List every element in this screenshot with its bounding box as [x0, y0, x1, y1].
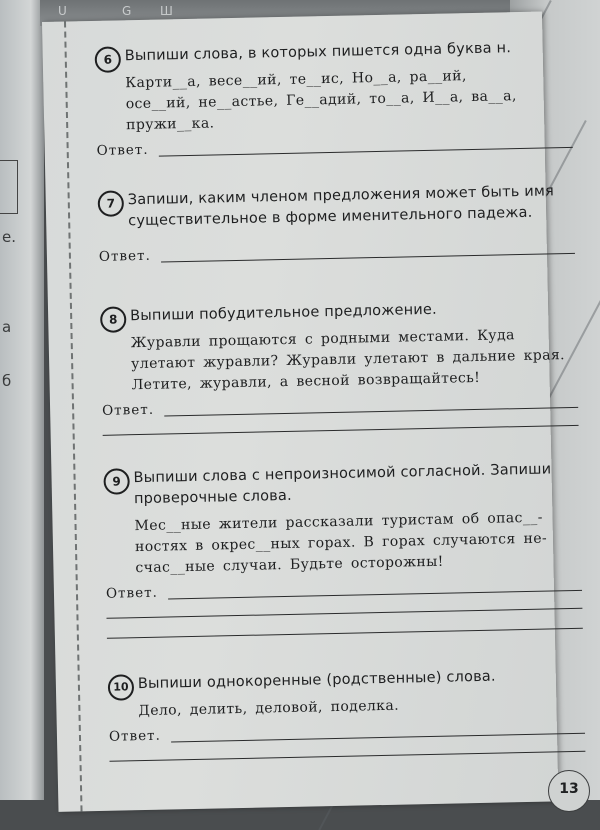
- answer-label: Ответ.: [98, 247, 151, 265]
- task-number-badge: 8: [100, 306, 127, 333]
- left-page-fragment: е.: [2, 228, 16, 246]
- task-7: [98, 181, 575, 267]
- task-title: Запиши, каким членом предложения может быть имя существительное в форме именительного падежа.: [127, 183, 555, 230]
- text-line: Летите, журавли, а весной возвращайтесь!: [131, 369, 481, 394]
- task-text: [131, 324, 578, 396]
- text-line: ностях в окрес__ных горах. В горах случаются не-: [134, 530, 548, 556]
- task-number-badge: 7: [98, 190, 125, 217]
- answer-label: Ответ.: [108, 727, 162, 745]
- text-line: Мес__ные жители рассказали туристам об опас__-: [134, 509, 543, 535]
- task-title: Выпиши побудительное предложение.: [130, 301, 438, 325]
- task-6: [95, 37, 573, 161]
- answer-row: [97, 131, 573, 161]
- task-text: [125, 64, 572, 136]
- text-line: Журавли прощаются с родными местами. Куда: [130, 327, 515, 352]
- left-page-edge: [0, 0, 44, 800]
- text-line: Дело, делить, деловой, поделка.: [138, 697, 400, 720]
- text-line: счас__ные случаи. Будьте осторожны!: [135, 553, 444, 577]
- task-text: [134, 507, 581, 579]
- text-line: Карти__а, весе__ий, те__ис, Но__а, ра__ий,: [125, 68, 467, 92]
- key-letter: G: [122, 4, 132, 18]
- key-letter: Ш: [160, 4, 173, 18]
- task-8: [100, 297, 579, 441]
- task-10: [108, 665, 586, 767]
- left-page-fragment: б: [2, 372, 12, 390]
- workbook-page: [42, 12, 566, 812]
- left-page-fragment: а: [2, 318, 12, 336]
- task-title: Выпиши однокоренные (родственные) слова.: [137, 668, 496, 693]
- task-title: Выпиши слова с непроизносимой согласной. Запиши проверочные слова.: [133, 461, 552, 508]
- answer-line[interactable]: [161, 253, 575, 263]
- task-title: Выпиши слова, в которых пишется одна буква н.: [124, 40, 512, 65]
- task-number-badge: 10: [108, 674, 135, 701]
- task-number-badge: 9: [103, 468, 130, 495]
- page-number-badge: 13: [548, 770, 590, 812]
- task-number-badge: 6: [95, 46, 122, 73]
- answer-label: Ответ.: [101, 401, 155, 419]
- dashed-cut-line: [64, 21, 83, 811]
- task-9: [103, 459, 583, 644]
- key-letter: U: [58, 4, 67, 18]
- text-line: улетают журавли? Журавли улетают в дальние края.: [131, 347, 566, 373]
- answer-label: Ответ.: [105, 584, 159, 602]
- answer-label: Ответ.: [96, 141, 149, 159]
- text-line: осе__ий, не__астье, Ге__адий, то__а, И__а, ва__а,: [125, 88, 517, 113]
- answer-row: [99, 237, 575, 267]
- text-line: пружи__ка.: [126, 115, 215, 134]
- answer-line[interactable]: [159, 147, 573, 157]
- left-page-box: [0, 160, 18, 214]
